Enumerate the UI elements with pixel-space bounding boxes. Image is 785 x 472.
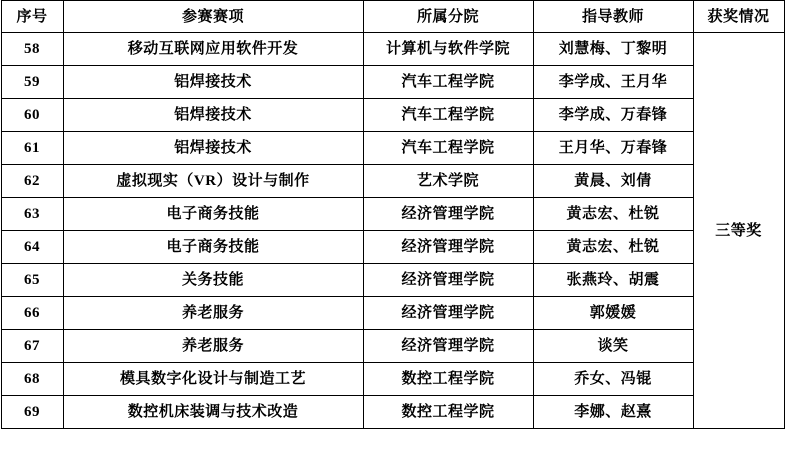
cell-dept: 汽车工程学院 (363, 99, 533, 132)
table-row (1, 297, 784, 330)
cell-teachers: 黄晨、刘倩 (533, 165, 693, 198)
cell-item: 铝焊接技术 (63, 132, 363, 165)
cell-item: 铝焊接技术 (63, 99, 363, 132)
cell-teachers: 黄志宏、杜锐 (533, 198, 693, 231)
cell-dept: 数控工程学院 (363, 363, 533, 396)
cell-dept: 经济管理学院 (363, 297, 533, 330)
cell-teachers: 李娜、赵熹 (533, 396, 693, 429)
table-row (1, 66, 784, 99)
cell-item: 养老服务 (63, 297, 363, 330)
table-row (1, 264, 784, 297)
cell-no: 61 (1, 132, 63, 165)
cell-no: 63 (1, 198, 63, 231)
column-header-award: 获奖情况 (693, 1, 784, 33)
cell-teachers: 乔女、冯锟 (533, 363, 693, 396)
cell-no: 64 (1, 231, 63, 264)
table-row (1, 99, 784, 132)
table-row (1, 198, 784, 231)
cell-teachers: 李学成、万春锋 (533, 99, 693, 132)
cell-dept: 计算机与软件学院 (363, 33, 533, 66)
table-row (1, 165, 784, 198)
cell-item: 电子商务技能 (63, 198, 363, 231)
column-header-dept: 所属分院 (363, 1, 533, 33)
cell-no: 58 (1, 33, 63, 66)
cell-item: 模具数字化设计与制造工艺 (63, 363, 363, 396)
cell-teachers: 李学成、王月华 (533, 66, 693, 99)
table-body (1, 33, 784, 429)
cell-no: 67 (1, 330, 63, 363)
cell-item: 养老服务 (63, 330, 363, 363)
cell-teachers: 王月华、万春锋 (533, 132, 693, 165)
cell-teachers: 张燕玲、胡震 (533, 264, 693, 297)
cell-item: 数控机床装调与技术改造 (63, 396, 363, 429)
cell-dept: 经济管理学院 (363, 231, 533, 264)
cell-no: 59 (1, 66, 63, 99)
cell-dept: 经济管理学院 (363, 198, 533, 231)
cell-no: 60 (1, 99, 63, 132)
cell-no: 68 (1, 363, 63, 396)
table-row (1, 33, 784, 66)
column-header-no: 序号 (1, 1, 63, 33)
cell-no: 62 (1, 165, 63, 198)
cell-teachers: 郭媛媛 (533, 297, 693, 330)
cell-item: 虚拟现实（VR）设计与制作 (63, 165, 363, 198)
table-row (1, 231, 784, 264)
award-results-table (1, 0, 785, 429)
cell-dept: 汽车工程学院 (363, 132, 533, 165)
cell-award-group: 三等奖 (693, 33, 784, 429)
cell-item: 电子商务技能 (63, 231, 363, 264)
table-row (1, 330, 784, 363)
cell-item: 关务技能 (63, 264, 363, 297)
cell-dept: 经济管理学院 (363, 264, 533, 297)
table-row (1, 132, 784, 165)
cell-dept: 经济管理学院 (363, 330, 533, 363)
column-header-item: 参赛赛项 (63, 1, 363, 33)
cell-no: 65 (1, 264, 63, 297)
table-row (1, 396, 784, 429)
table-row (1, 363, 784, 396)
cell-dept: 艺术学院 (363, 165, 533, 198)
cell-item: 铝焊接技术 (63, 66, 363, 99)
cell-teachers: 谈笑 (533, 330, 693, 363)
cell-teachers: 黄志宏、杜锐 (533, 231, 693, 264)
cell-no: 66 (1, 297, 63, 330)
column-header-teacher: 指导教师 (533, 1, 693, 33)
table-header-row (1, 1, 784, 33)
cell-dept: 汽车工程学院 (363, 66, 533, 99)
cell-no: 69 (1, 396, 63, 429)
cell-item: 移动互联网应用软件开发 (63, 33, 363, 66)
cell-teachers: 刘慧梅、丁黎明 (533, 33, 693, 66)
cell-dept: 数控工程学院 (363, 396, 533, 429)
